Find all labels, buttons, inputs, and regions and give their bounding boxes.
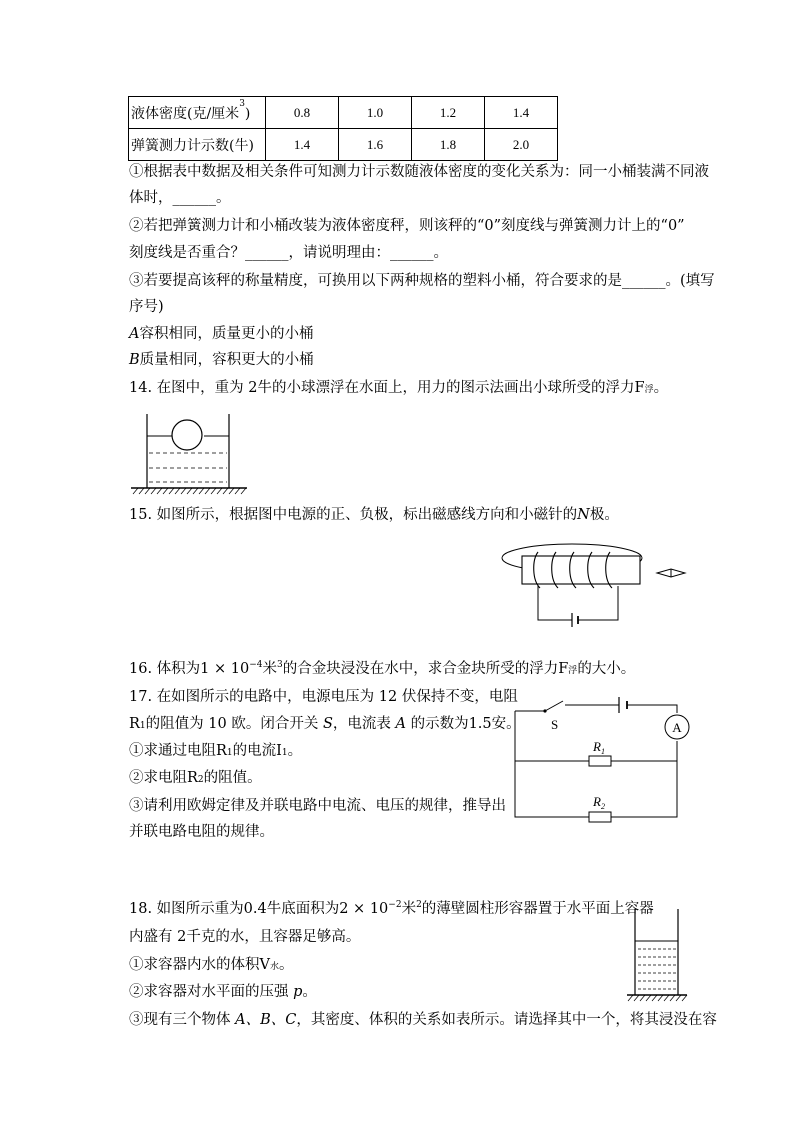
- table-header-cell: 液体密度(克/厘米$^3$): [129, 97, 266, 129]
- q13-line-6: 序号): [129, 299, 164, 315]
- resistor-r1: [589, 756, 611, 766]
- q13-option-b: B质量相同，容积更大的小桶: [129, 352, 314, 368]
- q13-line-1: ①根据表中数据及相关条件可知测力计示数随液体密度的变化关系为：同一小桶装满不同液: [129, 164, 709, 180]
- table-cell: 1.8: [412, 129, 485, 161]
- solenoid-core: [522, 556, 640, 584]
- q17-line-5: ③请利用欧姆定律及并联电路中电流、电压的规律，推导出: [129, 798, 506, 814]
- q17-line-3: ①求通过电阻$R_1$的电流$I_1$。: [129, 743, 303, 759]
- parallel-circuit-figure: [505, 693, 705, 828]
- q13-line-3: ②若把弹簧测力计和小桶改装为液体密度秤，则该秤的“0”刻度线与弹簧测力计上的“0”: [129, 218, 685, 234]
- q18-line-5: ③现有三个物体 A、B、C，其密度、体积的关系如表所示。请选择其中一个，将其浸没在容: [129, 1012, 717, 1028]
- water-container-figure: [625, 905, 695, 1005]
- table-row: [129, 129, 558, 161]
- q13-line-2: 体时，______。: [129, 190, 231, 206]
- r1-label: $R_1$: [593, 739, 605, 756]
- floating-ball: [172, 420, 202, 450]
- q15-text: 15. 如图所示，根据图中电源的正、负极，标出磁感线方向和小磁针的N极。: [129, 507, 619, 523]
- switch-blade: [545, 701, 563, 711]
- table-header-cell: 弹簧测力计示数(牛): [129, 129, 266, 161]
- solenoid-figure: [500, 540, 700, 635]
- table-cell: 1.6: [339, 129, 412, 161]
- ground-hatching: [133, 488, 246, 494]
- q13-line-5: ③若要提高该秤的称量精度，可换用以下两种规格的塑料小桶，符合要求的是______。(填写: [129, 273, 715, 289]
- q14-text: 14. 在图中，重为 2牛的小球漂浮在水面上，用力的图示法画出小球所受的浮力$F_浮$。: [129, 380, 669, 396]
- water-dash-lines: [638, 949, 676, 989]
- ground-hatching: [628, 995, 687, 1001]
- table-cell: 1.0: [339, 97, 412, 129]
- table-cell: 1.2: [412, 97, 485, 129]
- q17-line-6: 并联电路电阻的规律。: [129, 824, 274, 840]
- ammeter-label: A: [672, 720, 682, 735]
- q17-line-1: 17. 在如图所示的电路中，电源电压为 12 伏保持不变，电阻: [129, 689, 518, 705]
- q13-option-a: A容积相同，质量更小的小桶: [129, 326, 314, 342]
- switch-label: S: [551, 717, 559, 732]
- q13-line-4: 刻度线是否重合？______，请说明理由：______。: [129, 245, 448, 261]
- water-dash-lines: [149, 453, 227, 482]
- table-cell: 2.0: [485, 129, 558, 161]
- q17-line-4: ②求电阻$R_2$的阻值。: [129, 770, 262, 786]
- container-walls: [635, 909, 678, 995]
- table-row: [129, 97, 558, 129]
- switch-pivot: [543, 709, 546, 712]
- table-cell: 1.4: [266, 129, 339, 161]
- q18-line-2: 内盛有 2千克的水，且容器足够高。: [129, 929, 361, 945]
- r2-label: $R_2$: [593, 794, 605, 811]
- density-table: [128, 96, 558, 161]
- circuit-wire: [538, 586, 618, 620]
- q18-line-1: 18. 如图所示重为0.4牛底面积为$2 \times 10^{-2}$米$^2$的薄壁圆柱形容器置于水平面上容器: [129, 900, 654, 917]
- q17-line-2: $R_1$的阻值为 10 欧。闭合开关 S，电流表 A 的示数为1.5安。: [129, 716, 521, 732]
- q18-line-4: ②求容器对水平面的压强 p。: [129, 984, 317, 1000]
- table-cell: 1.4: [485, 97, 558, 129]
- floating-ball-figure: [125, 408, 255, 498]
- resistor-r2: [589, 812, 611, 822]
- q18-line-3: ①求容器内水的体积$V_水$。: [129, 957, 294, 973]
- q16-text: 16. 体积为$1 \times 10^{-4}$米$^3$的合金块浸没在水中，求合金块所受的浮力$F_浮$的大小。: [129, 660, 636, 677]
- table-cell: 0.8: [266, 97, 339, 129]
